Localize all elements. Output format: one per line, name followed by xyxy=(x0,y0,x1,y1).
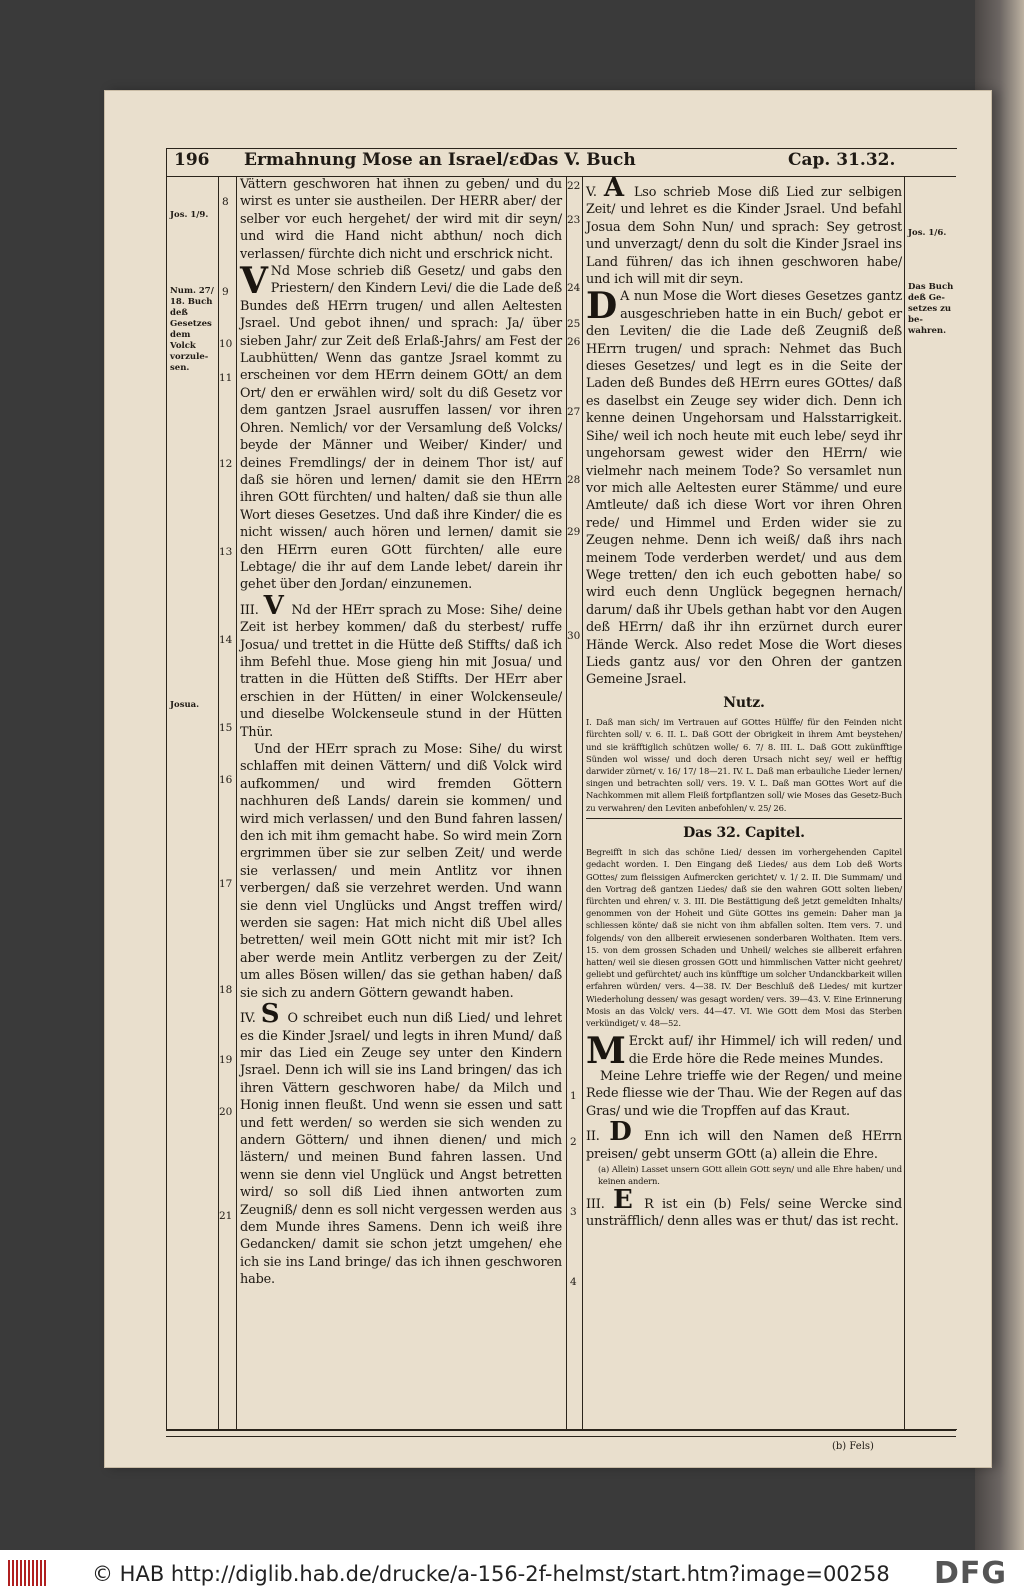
verse-number: 8 xyxy=(222,196,229,208)
margin-note-josua: Josua. xyxy=(170,700,200,710)
section-label: V. xyxy=(586,185,597,200)
paragraph-text: Nd Mose schrieb diß Gesetz/ und gabs den Priestern/ den Kindern Levi/ die die Lade deß Bundes deß HErrn trugen/ und allen Aeltesten Jsrael. Und gebot ihnen/ und sprach: Ja/ über sieben Jahr/ zur Zeit deß Erlaß-Jahrs/ am Fest der Laubhütten/ Wenn das gantze Jsrael kommt zu erscheinen vor dem HErrn deinem GOtt/ an dem Ort/ den er erwählen wird/ solt du diß Gesetz vor dem gantzen Jsrael ausruffen lassen/ vor ihren Ohren. Nemlich/ vor der Versamlung deß Volcks/ beyde der Männer und Weiber/ Kinder/ und deines Fremdlings/ der in deinem Thor ist/ auf daß sie hören und lernen/ damit sie den HErrn ihren GOtt fürchten/ und halten/ daß sie thun alle Wort dieses Gesetzes. Und daß ihre Kinder/ die es nicht wissen/ auch hören und lernen/ damit sie den HErrn euren GOtt fürchten/ alle eure Lebtage/ die ihr auf dem Lande lebet/ darein ihr gehet über den Jordan/ einzunemen. xyxy=(240,264,562,593)
paragraph xyxy=(586,1117,902,1163)
page-header xyxy=(168,146,950,174)
verse-number: 20 xyxy=(219,1106,233,1118)
verse-number: 29 xyxy=(567,526,581,538)
paragraph xyxy=(586,1030,902,1073)
verse-number: 18 xyxy=(219,984,233,996)
initial-letter: M xyxy=(586,1030,626,1073)
section-divider xyxy=(586,818,902,819)
paragraph-text: R ist ein (b) Fels/ seine Wercke sind unsträfflich/ denn alles was er thut/ das ist recht. xyxy=(586,1196,902,1229)
initial-letter: V xyxy=(240,260,268,303)
book-title: Das V. Buch xyxy=(523,150,636,170)
nutz-heading: Nutz. xyxy=(723,694,765,711)
section-label: IV. xyxy=(240,1011,256,1027)
paragraph xyxy=(586,1184,902,1231)
verse-number: 14 xyxy=(219,634,233,646)
text-column-right xyxy=(586,173,902,1230)
paragraph-text: A nun Mose die Wort dieses Gesetzes gantz ausgeschrieben hatte in ein Buch/ gebot er den Leviten/ die die Lade deß Zeugniß deß HErrn trugen/ und sprach: Nehmet das Buch dieses Gesetzes/ und legt es in die Seite der Laden deß Bundes deß HErrn eures GOttes/ daß es daselbst ein Zeuge sey wider dich. Denn ich kenne deinen Ungehorsam und Halsstarrigkeit. Sihe/ weil ich noch heute mit euch lebe/ seyd ihr ungehorsam gewest wider den HErrn/ wie vielmehr nach meinem Tode? So versamlet nun vor mich alle Aeltesten eurer Stämme/ und eure Amtleute/ daß ich diese Wort vor ihren Ohren rede/ und Himmel und Erden wider sie zu Zeugen nehme. Denn ich weiß/ daß ihrs nach meinem Tode verderben werdet/ und aus dem Wege tretten/ den ich euch gebotten habe/ so wird euch denn Unglück begegnen hernach/ darum/ daß ihr Ubels gethan habt vor den Augen deß HErrn/ daß ihr ihn erzürnet durch eurer Hände Werck. Also redet Mose die Wort dieses Lieds gantz aus/ vor den Ohren der gantzen Gemeine Jsrael. xyxy=(586,289,902,688)
bottom-rule-2 xyxy=(166,1436,956,1437)
paragraph-text: Erckt auf/ ihr Himmel/ ich will reden/ und die Erde höre die Rede meines Mundes. xyxy=(628,1034,902,1067)
paragraph-text: Lso schrieb Mose diß Lied zur selbigen Zeit/ und lehret es die Kinder Jsrael. Und befahl Josua dem Sohn Nun/ und sprach: Sey getrost und unverzagt/ denn du solt die Kinder Jsrael ins Land führen/ das ich ihnen geschworen habe/ und ich will mit dir seyn. xyxy=(586,185,902,288)
margin-note-jos: Jos. 1/9. xyxy=(170,210,209,220)
paragraph xyxy=(586,285,902,688)
verse-number: 17 xyxy=(219,878,233,890)
chapter-ref: Cap. 31.32. xyxy=(788,150,896,170)
verse-number: 28 xyxy=(567,474,581,486)
paragraph xyxy=(240,999,563,1289)
verse-number: 10 xyxy=(219,338,233,350)
paragraph xyxy=(586,173,902,288)
verse-number: 25 xyxy=(567,318,581,330)
hab-logo-icon xyxy=(8,1560,48,1586)
verse-number: 23 xyxy=(567,214,581,226)
initial-letter: A xyxy=(603,173,624,203)
paragraph: Meine Lehre trieffe wie der Regen/ und meine Rede fliesse wie der Thau. Wie der Regen auf das Gras/ und wie die Tropffen auf das Kraut. xyxy=(586,1069,902,1119)
verse-number: 19 xyxy=(219,1054,233,1066)
section-label: III. xyxy=(586,1196,605,1212)
margin-note-num: Num. 27/ 18. Buch deß Gesetzes dem Volck vorzule- sen. xyxy=(170,286,214,373)
left-verse-rule xyxy=(236,176,237,1430)
page-number: 196 xyxy=(174,150,210,170)
section-label: III. xyxy=(240,602,259,618)
nutz-text: I. Daß man sich/ im Vertrauen auf GOttes Hülffe/ für den Feinden nicht fürchten soll/ v. 6. II. L. Daß GOtt der Obrigkeit in ihrem Amt beystehen/ und sie kräfftiglich schützen wolle/ 6. 7/ 8. III. L. Daß GOtt zukünfftige Sünden wol wisse/ und doch deren Ursach nicht sey/ weil er hefftig darwider zürnet/ v. 16/ 17/ 18—21. IV. L. Daß man erbauliche Lieder lernen/ singen und betrachten soll/ vers. 19. V. L. Daß man GOttes Wort auf die Nachkommen mit allem Fleiß fortpflantzen soll/ wie Moses das Gesetz-Buch zu verwahren/ den Leviten anbefohlen/ v. 25/ 26. xyxy=(586,717,902,813)
right-margin-rule xyxy=(904,176,905,1430)
column-divider-left xyxy=(566,176,567,1430)
text-column-left xyxy=(240,176,562,1289)
margin-note-buch: Das Buch deß Ge- setzes zu be- wahren. xyxy=(908,282,954,336)
book-page xyxy=(104,90,992,1468)
initial-letter: V xyxy=(263,590,284,621)
running-title: Ermahnung Mose an Israel/ɛc. xyxy=(244,150,536,170)
initial-letter: S xyxy=(260,999,280,1030)
verse-number: 26 xyxy=(567,336,581,348)
bottom-rule xyxy=(166,1430,956,1431)
paragraph xyxy=(240,590,562,741)
paragraph: Und der HErr sprach zu Mose: Sihe/ du wirst schlaffen mit deinen Vättern/ und diß Volck wird aufkommen/ und wird fremden Göttern nachhuren deß Lands/ darein sie kommen/ und wird mich verlassen/ und den Bund fahren lassen/ den ich mit ihm gemacht habe. So wird mein Zorn ergrimmen über sie zur selben Zeit/ und werde sie verlassen/ und mein Antlitz vor ihnen verbergen/ daß sie verzehret werden. Und wann sie denn viel Unglücks und Angst treffen wird/ werden sie sagen: Hat mich nicht diß Ubel alles betretten/ weil mein GOtt nicht mit mir ist? Ich aber werde mein Antlitz verbergen zu der Zeit/ um alles Bösen willen/ das sie gethan haben/ daß sie sich zu andern Göttern gewandt haben. xyxy=(240,742,562,1001)
verse-number: 3 xyxy=(570,1206,577,1218)
verse-number: 16 xyxy=(219,774,233,786)
section-label: II. xyxy=(586,1129,600,1145)
initial-letter: D xyxy=(609,1117,632,1148)
verse-number: 11 xyxy=(219,372,233,384)
column-divider-right xyxy=(582,176,583,1430)
footnote: (a) Allein) Lasset unsern GOtt allein GOtt seyn/ und alle Ehre haben/ und keinen andern. xyxy=(598,1164,902,1187)
paragraph-text: Nd der HErr sprach zu Mose: Sihe/ deine Zeit ist herbey kommen/ daß du sterbest/ ruffe Josua/ und trettet in die Hütte deß Stiffts/ daß ich ihm Befehl thue. Mose gieng hin mit Josua/ und tratten in die Hütten deß Stiffts. Der HErr aber erschien in der Hütten/ in einer Wolckenseule/ und dieselbe Wolckenseule stund in der Hütten Thür. xyxy=(240,602,562,740)
verse-number: 24 xyxy=(567,282,581,294)
verse-number: 27 xyxy=(567,406,581,418)
paragraph xyxy=(240,260,562,594)
initial-letter: D xyxy=(586,285,618,328)
verse-number: 15 xyxy=(219,722,233,734)
verse-number: 1 xyxy=(570,1090,577,1102)
verse-number: 30 xyxy=(567,630,581,642)
paragraph-text: Enn ich will den Namen deß HErrn preisen/ gebt unserm GOtt (a) allein die Ehre. xyxy=(586,1129,902,1162)
paragraph: Vättern geschworen hat ihnen zu geben/ und du wirst es unter sie austheilen. Der HERR aber/ der selber vor euch hergehet/ der wird mit dir seyn/ und wird die Hand nicht abthun/ noch dich verlassen/ fürchte dich nicht und erschrick nicht. xyxy=(240,177,562,262)
verse-number: 4 xyxy=(570,1276,577,1288)
initial-letter: E xyxy=(613,1184,633,1215)
footer-credit[interactable]: © HAB http://diglib.hab.de/drucke/a-156-2f-helmst/start.htm?image=00258 xyxy=(92,1562,890,1586)
catchword: (b) Fels) xyxy=(832,1441,874,1452)
footer-bar xyxy=(0,1550,1024,1596)
paragraph-text: O schreibet euch nun diß Lied/ und lehret es die Kinder Jsrael/ und legts in ihren Mund/ daß mir das Lied ein Zeuge sey unter den Kindern Jsrael. Denn ich will sie ins Land bringen/ das ich ihren Vättern geschworen habe/ da Milch und Honig innen fleußt. Und wenn sie essen und satt und fett werden/ so werden sie sich wenden zu andern Göttern/ und ihnen dienen/ und mich lästern/ und meinen Bund fahren lassen. Und wenn sie denn viel Unglück und Angst betretten wird/ so soll diß Lied ihnen antworten zum Zeugniß/ denn es soll nicht vergessen werden aus dem Munde ihres Samens. Denn ich weiß ihre Gedancken/ damit sie schon jetzt umgehen/ ehe ich sie ins Land bringe/ das ich ihnen geschworen habe. xyxy=(240,1011,563,1288)
verse-number: 9 xyxy=(222,286,229,298)
chapter-summary: Begreifft in sich das schöne Lied/ dessen im vorhergehenden Capitel gedacht worden. I. Den Eingang deß Liedes/ aus dem Lob deß Worts GOttes/ zum fleissigen Aufmercken gerichtet/ v. 1/ 2. II. Die Summam/ und den Vortrag deß gantzen Liedes/ daß sie den wahren GOtt solten lieben/ fürchten und ehren/ v. 3. III. Die Bestättigung deß jetzt gemeldten Inhalts/ genommen von der Hoheit und Güte GOttes ins gemein: Daher man ja schliessen könte/ daß sie nicht von ihm abfallen solten. Item vers. 7. und folgends/ von den allbereit erwiesenen sonderbaren Wolthaten. Item vers. 15. von dem grossen Schaden und Unheil/ welches sie allbereit erfahren hatten/ weil sie diesen grossen GOtt und himmlischen Vatter nicht geehret/ geliebt und gefürchtet/ auch ins künfftige um solcher Undanckbarkeit willen erfahren würden/ vers. 4—38. IV. Der Beschluß deß Liedes/ mit kurtzer Wiederholung dessen/ was gesagt worden/ vers. 39—43. V. Eine Erinnerung Mosis an das Volck/ vers. 44—47. VI. Wie GOtt dem Mosi das Sterben verkündiget/ v. 48—52. xyxy=(586,847,902,1029)
verse-number: 13 xyxy=(219,546,233,558)
dfg-logo: DFG xyxy=(934,1556,1008,1591)
verse-number: 21 xyxy=(219,1210,233,1222)
verse-number: 2 xyxy=(570,1136,577,1148)
verse-number: 12 xyxy=(219,458,233,470)
margin-note-jos-right: Jos. 1/6. xyxy=(908,228,947,238)
left-margin-rule xyxy=(218,176,219,1430)
verse-number: 22 xyxy=(567,180,581,192)
chapter-heading: Das 32. Capitel. xyxy=(683,824,805,841)
